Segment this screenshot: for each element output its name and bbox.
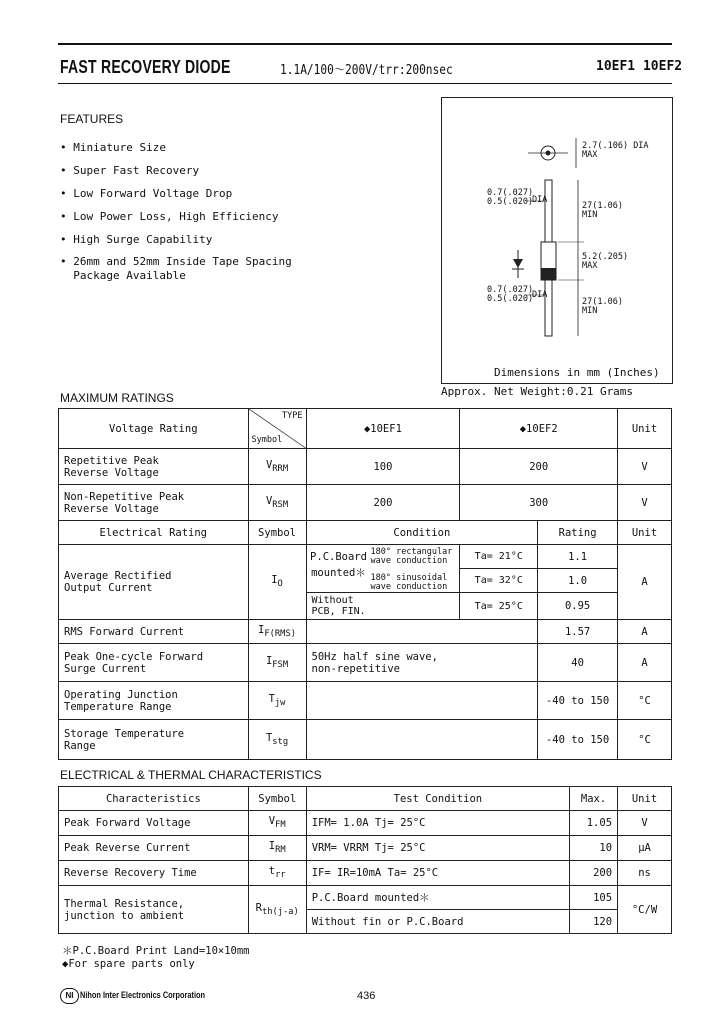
elec-heading: ELECTRICAL & THERMAL CHARACTERISTICS [60, 768, 322, 782]
rth-unit: °C/W [618, 886, 672, 934]
type-symbol-cell: TYPE Symbol [248, 409, 306, 449]
test-cond-header: Test Condition [306, 787, 569, 811]
avg-ta2: Ta= 32°C [460, 569, 538, 593]
dim-lead-dia-top: 0.7(.027) 0.5(.020) [487, 188, 534, 207]
feature-item: • Low Forward Voltage Drop [60, 187, 233, 200]
feature-item: • Low Power Loss, High Efficiency [60, 210, 279, 223]
doc-title: FAST RECOVERY DIODE [60, 57, 231, 77]
elec-symbol-header: Symbol [248, 521, 306, 545]
rms-current-name: RMS Forward Current [59, 620, 249, 644]
vfm-unit: V [618, 811, 672, 836]
elec-thermal-table [58, 786, 672, 934]
tstg-symbol: $T_{stg}$ [248, 720, 306, 760]
surge-current-value: 40 [538, 644, 618, 682]
rth-name: Thermal Resistance, junction to ambient [59, 886, 249, 934]
features-list [60, 136, 292, 283]
rms-current-value: 1.57 [538, 620, 618, 644]
avg-ta3: Ta= 25°C [460, 593, 538, 620]
elec-value-header: Rating [538, 521, 618, 545]
avg-ta1: Ta= 21°C [460, 545, 538, 569]
tstg-unit: °C [618, 720, 672, 760]
rth-max-nofin: 120 [570, 910, 618, 934]
vfm-max: 1.05 [570, 811, 618, 836]
rth-cond-nofin: Without fin or P.C.Board [306, 910, 569, 934]
avg-without-cond: Without PCB, FIN. [306, 593, 460, 620]
row-vrrm-v2: 200 [460, 449, 618, 485]
row-vrrm-symbol: $V_{RRM}$ [248, 449, 306, 485]
row-vrsm-v1: 200 [306, 485, 460, 521]
char-header: Characteristics [59, 787, 249, 811]
vfm-cond: IFM= 1.0A Tj= 25°C [306, 811, 569, 836]
type-col-10ef2: ◆10EF2 [460, 409, 618, 449]
unit-header-2: Unit [618, 787, 672, 811]
tj-cond [306, 682, 538, 720]
avg-r2: 1.0 [538, 569, 618, 593]
row-vrsm-v2: 300 [460, 485, 618, 521]
page-number: 436 [357, 990, 376, 1002]
elec-condition-header: Condition [306, 521, 538, 545]
feature-item: • High Surge Capability [60, 233, 213, 246]
max-ratings-heading: MAXIMUM RATINGS [60, 391, 174, 405]
symbol-header: Symbol [248, 787, 306, 811]
package-drawing [441, 97, 673, 384]
row-vrrm-unit: V [618, 449, 672, 485]
dim-lead-dia-bottom-label: DIA [532, 290, 548, 300]
vfm-name: Peak Forward Voltage [59, 811, 249, 836]
header-top-rule [58, 43, 672, 45]
row-vrsm-name: Non-Repetitive Peak Reverse Voltage [59, 485, 249, 521]
dim-body-len: 5.2(.205) MAX [582, 252, 629, 271]
avg-unit: A [618, 545, 672, 620]
surge-current-cond: 50Hz half sine wave, non-repetitive [306, 644, 538, 682]
irm-unit: μA [618, 836, 672, 861]
row-vrrm-v1: 100 [306, 449, 460, 485]
irm-name: Peak Reverse Current [59, 836, 249, 861]
dim-lead-len-bottom: 27(1.06) MIN [582, 297, 623, 316]
rth-max-pcb: 105 [570, 886, 618, 910]
note-spare-parts: ◆For spare parts only [62, 958, 195, 970]
trr-unit: ns [618, 861, 672, 886]
rms-current-symbol: $I_{F(RMS)}$ [248, 620, 306, 644]
vfm-symbol: $V_{FM}$ [248, 811, 306, 836]
trr-cond: IF= IR=10mA Ta= 25°C [306, 861, 569, 886]
trr-name: Reverse Recovery Time [59, 861, 249, 886]
avg-current-symbol: $I_O$ [248, 545, 306, 620]
dim-lead-dia-top-label: DIA [532, 195, 548, 205]
rth-symbol: $R_{th(j-a)}$ [248, 886, 306, 934]
row-vrrm-name: Repetitive Peak Reverse Voltage [59, 449, 249, 485]
note-pcb-land: ＊P.C.Board Print Land=10×10mm [62, 945, 250, 957]
voltage-rating-label: Voltage Rating [59, 409, 249, 449]
tj-unit: °C [618, 682, 672, 720]
max-ratings-table [58, 408, 672, 760]
elec-rating-header: Electrical Rating [59, 521, 249, 545]
header-bottom-rule [58, 83, 672, 84]
features-heading: FEATURES [60, 112, 124, 126]
drawing-caption: Dimensions in mm (Inches) [494, 366, 660, 379]
dim-lead-dia-bottom: 0.7(.027) 0.5(.020) [487, 285, 534, 304]
rms-current-cond [306, 620, 538, 644]
max-header: Max. [570, 787, 618, 811]
tj-symbol: $T_{jw}$ [248, 682, 306, 720]
company-logo: NI [60, 988, 79, 1004]
feature-item: • 26mm and 52mm Inside Tape Spacing Package Available [60, 255, 292, 282]
avg-r3: 0.95 [538, 593, 618, 620]
row-vrsm-symbol: $V_{RSM}$ [248, 485, 306, 521]
avg-current-name: Average Rectified Output Current [59, 545, 249, 620]
tj-value: -40 to 150 [538, 682, 618, 720]
avg-r1: 1.1 [538, 545, 618, 569]
elec-unit-header: Unit [618, 521, 672, 545]
rth-cond-pcb: P.C.Board mounted＊ [306, 886, 569, 910]
doc-parts: 10EF1 10EF2 [596, 59, 683, 74]
dim-lead-len-top: 27(1.06) MIN [582, 201, 623, 220]
surge-current-name: Peak One-cycle Forward Surge Current [59, 644, 249, 682]
net-weight: Approx. Net Weight:0.21 Grams [441, 385, 634, 398]
trr-max: 200 [570, 861, 618, 886]
doc-spec: 1.1A/100～200V/trr:200nsec [280, 63, 453, 78]
irm-cond: VRM= VRRM Tj= 25°C [306, 836, 569, 861]
dim-end-dia: 2.7(.106) DIA MAX [582, 141, 649, 160]
rms-current-unit: A [618, 620, 672, 644]
avg-current-conditions: P.C.Board mounted＊ 180° rectangular wave conduction 180° sinusoidal wave conduction [306, 545, 460, 593]
surge-current-symbol: $I_{FSM}$ [248, 644, 306, 682]
company-name: Nihon Inter Electronics Corporation [80, 990, 206, 1000]
irm-symbol: $I_{RM}$ [248, 836, 306, 861]
surge-current-unit: A [618, 644, 672, 682]
tstg-value: -40 to 150 [538, 720, 618, 760]
feature-item: • Miniature Size [60, 141, 166, 154]
unit-header: Unit [618, 409, 672, 449]
row-vrsm-unit: V [618, 485, 672, 521]
type-col-10ef1: ◆10EF1 [306, 409, 460, 449]
feature-item: • Super Fast Recovery [60, 164, 200, 177]
tj-name: Operating Junction Temperature Range [59, 682, 249, 720]
tstg-name: Storage Temperature Range [59, 720, 249, 760]
trr-symbol: $t_{rr}$ [248, 861, 306, 886]
irm-max: 10 [570, 836, 618, 861]
tstg-cond [306, 720, 538, 760]
